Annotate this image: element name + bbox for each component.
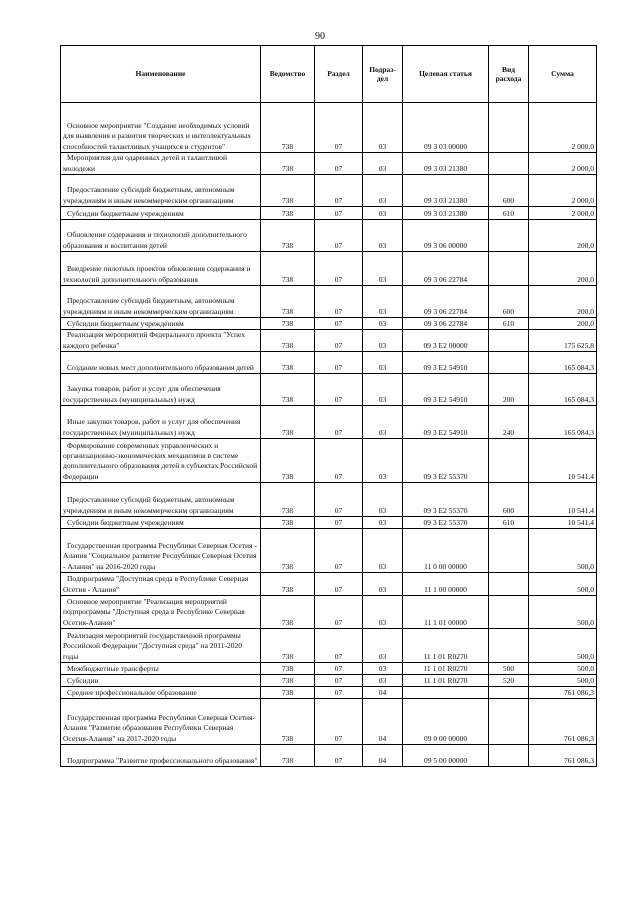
row-dept: 738	[261, 573, 315, 596]
row-subsection: 03	[363, 663, 403, 675]
budget-table	[60, 45, 597, 767]
row-expense-type	[489, 629, 529, 663]
table-row	[61, 318, 597, 330]
table-row	[61, 374, 597, 406]
row-expense-type	[489, 352, 529, 374]
row-name: Предоставление субсидий бюджетным, автономным учреждениям и иным некоммерческим организациям	[61, 286, 261, 318]
row-name: Подпрограмма "Развитие профессионального образования"	[61, 745, 261, 767]
row-expense-type	[489, 252, 529, 286]
row-section: 07	[315, 745, 363, 767]
row-amount: 175 625,8	[529, 330, 597, 352]
row-dept: 738	[261, 745, 315, 767]
row-section: 07	[315, 699, 363, 745]
row-subsection: 03	[363, 517, 403, 529]
row-target: 09 3 E2 55370	[403, 483, 489, 517]
header-expense-type: Вид расхода	[489, 46, 529, 103]
row-amount: 761 086,3	[529, 687, 597, 699]
row-dept: 738	[261, 517, 315, 529]
table-row	[61, 252, 597, 286]
row-section: 07	[315, 374, 363, 406]
row-expense-type	[489, 573, 529, 596]
table-row	[61, 153, 597, 175]
row-dept: 738	[261, 439, 315, 483]
row-dept: 738	[261, 318, 315, 330]
row-subsection: 03	[363, 629, 403, 663]
row-name: Межбюджетные трансферты	[61, 663, 261, 675]
row-name: Создание новых мест дополнительного образования детей	[61, 352, 261, 374]
row-amount: 10 541,4	[529, 517, 597, 529]
row-amount: 761 086,3	[529, 745, 597, 767]
row-subsection: 03	[363, 175, 403, 207]
table-row	[61, 175, 597, 207]
row-expense-type: 600	[489, 483, 529, 517]
row-target: 09 3 06 22784	[403, 286, 489, 318]
row-subsection: 03	[363, 374, 403, 406]
row-section: 07	[315, 675, 363, 687]
row-expense-type: 500	[489, 663, 529, 675]
header-target: Целевая статья	[403, 46, 489, 103]
row-expense-type: 600	[489, 175, 529, 207]
row-name: Основное мероприятие "Реализация мероприятий подпрограммы "Доступная среда в Республике Северная Осетия-Алания"	[61, 596, 261, 629]
row-subsection: 04	[363, 699, 403, 745]
header-amount: Сумма	[529, 46, 597, 103]
row-subsection: 03	[363, 352, 403, 374]
row-name: Иные закупки товаров, работ и услуг для обеспечения государственных (муниципальных) нужд	[61, 406, 261, 439]
table-row	[61, 596, 597, 629]
row-name: Внедрение пилотных проектов обновления содержания и технологий дополнительного образования	[61, 252, 261, 286]
row-target: 09 3 06 22784	[403, 318, 489, 330]
row-target	[403, 687, 489, 699]
row-amount: 761 086,3	[529, 699, 597, 745]
row-dept: 738	[261, 220, 315, 252]
row-expense-type	[489, 220, 529, 252]
row-section: 07	[315, 286, 363, 318]
row-name: Предоставление субсидий бюджетным, автономным учреждениям и иным некоммерческим организациям	[61, 483, 261, 517]
row-dept: 738	[261, 596, 315, 629]
row-amount: 165 084,3	[529, 352, 597, 374]
row-target: 09 3 E2 54910	[403, 352, 489, 374]
row-amount: 2 000,0	[529, 207, 597, 220]
row-expense-type	[489, 153, 529, 175]
row-dept: 738	[261, 153, 315, 175]
table-row	[61, 745, 597, 767]
table-row	[61, 663, 597, 675]
row-expense-type: 610	[489, 318, 529, 330]
row-dept: 738	[261, 529, 315, 573]
row-expense-type: 240	[489, 406, 529, 439]
row-subsection: 03	[363, 207, 403, 220]
row-expense-type: 610	[489, 207, 529, 220]
row-subsection: 03	[363, 318, 403, 330]
row-dept: 738	[261, 374, 315, 406]
row-expense-type	[489, 745, 529, 767]
row-dept: 738	[261, 687, 315, 699]
row-subsection: 03	[363, 220, 403, 252]
row-dept: 738	[261, 675, 315, 687]
row-target: 09 3 E2 54910	[403, 374, 489, 406]
row-target: 09 3 03 21380	[403, 207, 489, 220]
row-name: Мероприятия для одаренных детей и талантливой молодежи	[61, 153, 261, 175]
row-section: 07	[315, 330, 363, 352]
row-dept: 738	[261, 103, 315, 153]
row-section: 07	[315, 483, 363, 517]
row-name: Предоставление субсидий бюджетным, автономным учреждениям и иным некоммерческим организациям	[61, 175, 261, 207]
row-name: Обновление содержания и технологий дополнительного образования и воспитания детей	[61, 220, 261, 252]
header-name: Наименование	[61, 46, 261, 103]
row-name: Субсидии бюджетным учреждениям	[61, 517, 261, 529]
row-dept: 738	[261, 406, 315, 439]
header-dept: Ведомство	[261, 46, 315, 103]
row-amount: 500,0	[529, 663, 597, 675]
row-name: Субсидии	[61, 675, 261, 687]
row-expense-type	[489, 596, 529, 629]
row-dept: 738	[261, 629, 315, 663]
table-row	[61, 406, 597, 439]
row-target: 09 3 03 21380	[403, 153, 489, 175]
table-row	[61, 286, 597, 318]
row-subsection: 03	[363, 330, 403, 352]
row-subsection: 03	[363, 286, 403, 318]
row-amount: 500,0	[529, 573, 597, 596]
row-section: 07	[315, 406, 363, 439]
row-amount: 500,0	[529, 675, 597, 687]
row-subsection: 03	[363, 252, 403, 286]
row-amount: 165 084,3	[529, 406, 597, 439]
row-expense-type	[489, 699, 529, 745]
row-section: 07	[315, 663, 363, 675]
table-row	[61, 529, 597, 573]
row-expense-type: 200	[489, 374, 529, 406]
row-subsection: 03	[363, 439, 403, 483]
row-expense-type	[489, 687, 529, 699]
row-subsection: 03	[363, 529, 403, 573]
row-section: 07	[315, 103, 363, 153]
table-row	[61, 699, 597, 745]
row-amount: 10 541,4	[529, 483, 597, 517]
row-amount: 500,0	[529, 529, 597, 573]
table-row	[61, 207, 597, 220]
row-section: 07	[315, 153, 363, 175]
table-row	[61, 352, 597, 374]
row-amount: 200,0	[529, 318, 597, 330]
header-subsection: Подраз-дел	[363, 46, 403, 103]
row-dept: 738	[261, 330, 315, 352]
row-name: Реализация мероприятий Федерального проекта "Успех каждого ребенка"	[61, 330, 261, 352]
header-section: Раздел	[315, 46, 363, 103]
row-dept: 738	[261, 286, 315, 318]
row-target: 09 3 E2 55370	[403, 517, 489, 529]
row-subsection: 03	[363, 675, 403, 687]
row-name: Государственная программа Республики Северная Осетия - Алания "Социальное развитие Республики Северная Осетия - Алания" на 2016-2020 годы	[61, 529, 261, 573]
row-section: 07	[315, 596, 363, 629]
row-expense-type	[489, 330, 529, 352]
row-expense-type	[489, 103, 529, 153]
table-row	[61, 439, 597, 483]
row-target: 11 1 01 R0270	[403, 663, 489, 675]
row-subsection: 04	[363, 745, 403, 767]
row-target: 11 0 00 00000	[403, 529, 489, 573]
row-target: 11 1 00 00000	[403, 573, 489, 596]
row-amount: 10 541,4	[529, 439, 597, 483]
row-section: 07	[315, 352, 363, 374]
row-dept: 738	[261, 699, 315, 745]
row-amount: 2 000,0	[529, 175, 597, 207]
row-target: 11 1 01 00000	[403, 596, 489, 629]
row-name: Среднее профессиональное образование	[61, 687, 261, 699]
table-row	[61, 330, 597, 352]
row-section: 07	[315, 629, 363, 663]
row-section: 07	[315, 517, 363, 529]
row-expense-type	[489, 529, 529, 573]
row-dept: 738	[261, 207, 315, 220]
row-subsection: 03	[363, 483, 403, 517]
row-amount: 165 084,3	[529, 374, 597, 406]
row-name: Основное мероприятие "Создание необходимых условий для выявления и развития творческих и интеллектуальных способностей талантливых учащихся и студентов"	[61, 103, 261, 153]
row-target: 09 3 E2 55370	[403, 439, 489, 483]
row-target: 11 1 01 R0270	[403, 675, 489, 687]
row-target: 09 3 06 22784	[403, 252, 489, 286]
row-section: 07	[315, 207, 363, 220]
row-name: Государственная программа Республики Северная Осетия-Алания "Развитие образования Республики Северная Осетия-Алания" на 2017-2020 годы	[61, 699, 261, 745]
table-row	[61, 687, 597, 699]
row-name: Субсидии бюджетным учреждениям	[61, 318, 261, 330]
row-target: 09 3 E2 00000	[403, 330, 489, 352]
row-expense-type	[489, 439, 529, 483]
row-name: Субсидии бюджетным учреждениям	[61, 207, 261, 220]
row-section: 07	[315, 573, 363, 596]
row-name: Реализация мероприятий государственной программы Российской Федерации "Доступная среда" на 2011-2020 годы	[61, 629, 261, 663]
table-row	[61, 517, 597, 529]
row-target: 09 3 03 00000	[403, 103, 489, 153]
row-section: 07	[315, 529, 363, 573]
row-target: 09 3 06 00000	[403, 220, 489, 252]
row-amount: 2 000,0	[529, 153, 597, 175]
row-subsection: 03	[363, 153, 403, 175]
row-amount: 200,0	[529, 252, 597, 286]
table-row	[61, 103, 597, 153]
table-row	[61, 629, 597, 663]
row-amount: 500,0	[529, 629, 597, 663]
row-section: 07	[315, 687, 363, 699]
row-amount: 2 000,0	[529, 103, 597, 153]
table-row	[61, 220, 597, 252]
row-dept: 738	[261, 663, 315, 675]
row-subsection: 03	[363, 573, 403, 596]
row-subsection: 03	[363, 103, 403, 153]
table-row	[61, 573, 597, 596]
row-name: Подпрограмма "Доступная среда в Республике Северная Осетия - Алания"	[61, 573, 261, 596]
table-header-row	[61, 46, 597, 103]
row-target: 11 1 01 R0270	[403, 629, 489, 663]
table-row	[61, 675, 597, 687]
row-amount: 500,0	[529, 596, 597, 629]
row-dept: 738	[261, 352, 315, 374]
row-dept: 738	[261, 483, 315, 517]
row-subsection: 04	[363, 687, 403, 699]
row-amount: 200,0	[529, 286, 597, 318]
row-target: 09 3 E2 54910	[403, 406, 489, 439]
row-name: Закупка товаров, работ и услуг для обеспечения государственных (муниципальных) нужд	[61, 374, 261, 406]
row-section: 07	[315, 220, 363, 252]
row-section: 07	[315, 175, 363, 207]
row-expense-type: 610	[489, 517, 529, 529]
row-section: 07	[315, 439, 363, 483]
row-subsection: 03	[363, 406, 403, 439]
row-subsection: 03	[363, 596, 403, 629]
row-target: 09 5 00 00000	[403, 745, 489, 767]
row-expense-type: 600	[489, 286, 529, 318]
row-target: 09 3 03 21380	[403, 175, 489, 207]
page-number: 90	[315, 31, 325, 42]
row-expense-type: 520	[489, 675, 529, 687]
row-dept: 738	[261, 252, 315, 286]
row-section: 07	[315, 318, 363, 330]
row-dept: 738	[261, 175, 315, 207]
table-row	[61, 483, 597, 517]
row-target: 09 0 00 00000	[403, 699, 489, 745]
row-section: 07	[315, 252, 363, 286]
row-name: Формирование современных управленческих и организационно-экономических механизмов в системе дополнительного образования детей в субъектах Российской Федерации	[61, 439, 261, 483]
row-amount: 200,0	[529, 220, 597, 252]
